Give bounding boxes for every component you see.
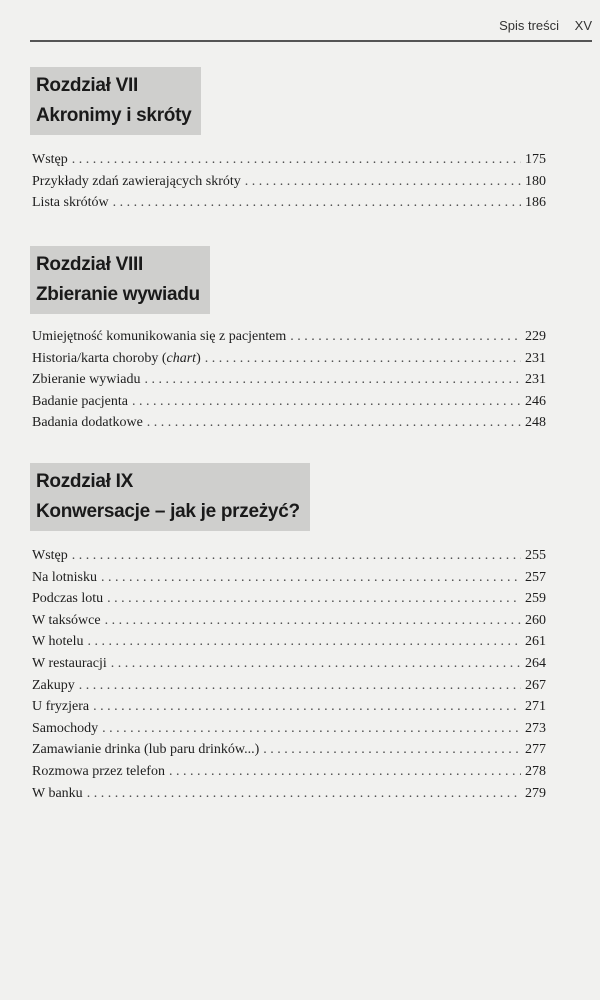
toc-entry-label: Badanie pacjenta xyxy=(32,393,129,409)
toc-entry[interactable] xyxy=(32,653,546,675)
toc-entry-label: Zamawianie drinka (lub paru drinków...) xyxy=(32,742,260,758)
toc-entry-label: Umiejętność komunikowania się z pacjentem xyxy=(32,329,287,344)
toc-entry-label: Wstęp xyxy=(32,548,68,563)
leader-dots xyxy=(93,696,521,718)
leader-dots xyxy=(102,718,521,740)
toc-entry[interactable] xyxy=(32,696,546,718)
chapter-title: Akronimy i skróty xyxy=(36,105,192,126)
leader-dots xyxy=(87,783,521,805)
toc-entry-page: 264 xyxy=(525,655,546,671)
leader-dots xyxy=(113,192,521,214)
leader-dots xyxy=(290,326,521,348)
toc-entry-page: 261 xyxy=(525,634,546,650)
toc-entry[interactable] xyxy=(32,675,546,697)
toc-entry-page: 175 xyxy=(525,152,546,167)
leader-dots xyxy=(263,739,521,761)
toc-entry[interactable] xyxy=(32,783,546,805)
toc-entry-page: 259 xyxy=(525,591,546,607)
chapter-number: Rozdział VII xyxy=(36,75,138,96)
toc-entry-label: Lista skrótów xyxy=(32,195,109,211)
toc-entry[interactable] xyxy=(32,739,546,761)
toc-entry[interactable] xyxy=(32,718,546,740)
toc-entry[interactable] xyxy=(32,610,546,632)
toc-entry-label xyxy=(32,348,201,370)
chapter-title: Konwersacje – jak je przeżyć? xyxy=(36,501,300,522)
toc-entry[interactable] xyxy=(32,631,546,653)
toc-entry-label: W hotelu xyxy=(32,634,84,650)
toc-entry[interactable] xyxy=(32,369,546,391)
chapter-heading-9 xyxy=(30,463,310,531)
leader-dots xyxy=(72,149,521,171)
header-rule xyxy=(30,40,592,42)
toc-entry-page: 278 xyxy=(525,763,546,779)
toc-entry-label: Rozmowa przez telefon xyxy=(32,763,165,779)
toc-entry[interactable] xyxy=(32,567,546,589)
toc-entry-page: 246 xyxy=(525,393,546,409)
leader-dots xyxy=(245,171,521,193)
toc-entry-page: 271 xyxy=(525,699,546,715)
leader-dots xyxy=(79,675,521,697)
leader-dots xyxy=(101,567,521,589)
leader-dots xyxy=(72,545,521,567)
toc-entry-page: 277 xyxy=(525,742,546,758)
toc-entry-page: 231 xyxy=(525,350,546,366)
leader-dots xyxy=(107,588,521,610)
toc-entry-page: 279 xyxy=(525,785,546,801)
leader-dots xyxy=(205,348,521,370)
toc-entry-page: 180 xyxy=(525,173,546,189)
leader-dots xyxy=(169,761,521,783)
toc-entry-label: Przykłady zdań zawierających skróty xyxy=(32,173,241,189)
chapter-number: Rozdział IX xyxy=(36,471,133,492)
toc-entry-page: 229 xyxy=(525,329,546,344)
toc-entry[interactable] xyxy=(32,391,546,413)
leader-dots xyxy=(87,631,521,653)
toc-entry[interactable] xyxy=(32,171,546,193)
toc-entry-label: Podczas lotu xyxy=(32,591,104,607)
toc-entry-page: 248 xyxy=(525,415,546,431)
toc-list-chapter-7 xyxy=(32,149,546,214)
toc-entry[interactable] xyxy=(32,761,546,783)
leader-dots xyxy=(147,412,521,434)
header-title: Spis treści xyxy=(499,18,560,33)
running-header xyxy=(499,18,592,33)
toc-entry-page: 186 xyxy=(525,195,546,211)
toc-entry-label: Samochody xyxy=(32,720,99,736)
toc-list-chapter-9 xyxy=(32,545,546,804)
toc-entry[interactable] xyxy=(32,348,546,370)
toc-entry-page: 231 xyxy=(525,372,546,388)
chapter-number: Rozdział VIII xyxy=(36,254,143,275)
toc-entry-label: U fryzjera xyxy=(32,699,90,715)
toc-entry-label: Zakupy xyxy=(32,677,75,693)
toc-entry-label-after: ) xyxy=(196,350,201,366)
toc-entry-label: W banku xyxy=(32,785,83,801)
toc-entry-page: 267 xyxy=(525,677,546,693)
toc-entry[interactable] xyxy=(32,588,546,610)
toc-entry-page: 273 xyxy=(525,720,546,736)
toc-entry-label: W restauracji xyxy=(32,655,107,671)
header-page-number: XV xyxy=(574,18,592,33)
toc-entry-label-italic: chart xyxy=(166,350,197,366)
toc-entry-label: Wstęp xyxy=(32,152,68,167)
toc-entry-page: 260 xyxy=(525,612,546,628)
toc-entry-page: 257 xyxy=(525,569,546,585)
leader-dots xyxy=(144,369,521,391)
toc-entry[interactable] xyxy=(32,326,546,348)
leader-dots xyxy=(105,610,521,632)
chapter-heading-8 xyxy=(30,246,210,314)
chapter-heading-7 xyxy=(30,67,201,135)
toc-entry-label: Badania dodatkowe xyxy=(32,415,143,431)
leader-dots xyxy=(111,653,521,675)
toc-entry-label: Na lotnisku xyxy=(32,569,97,585)
toc-entry-page: 255 xyxy=(525,548,546,563)
toc-entry-label: W taksówce xyxy=(32,612,101,628)
toc-entry[interactable] xyxy=(32,545,546,567)
chapter-title: Zbieranie wywiadu xyxy=(36,284,200,305)
toc-entry[interactable] xyxy=(32,192,546,214)
toc-entry-label: Zbieranie wywiadu xyxy=(32,372,141,388)
toc-entry[interactable] xyxy=(32,149,546,171)
toc-entry[interactable] xyxy=(32,412,546,434)
toc-list-chapter-8 xyxy=(32,326,546,434)
toc-entry-label-text: Historia/karta choroby ( xyxy=(32,350,167,366)
leader-dots xyxy=(132,391,521,413)
